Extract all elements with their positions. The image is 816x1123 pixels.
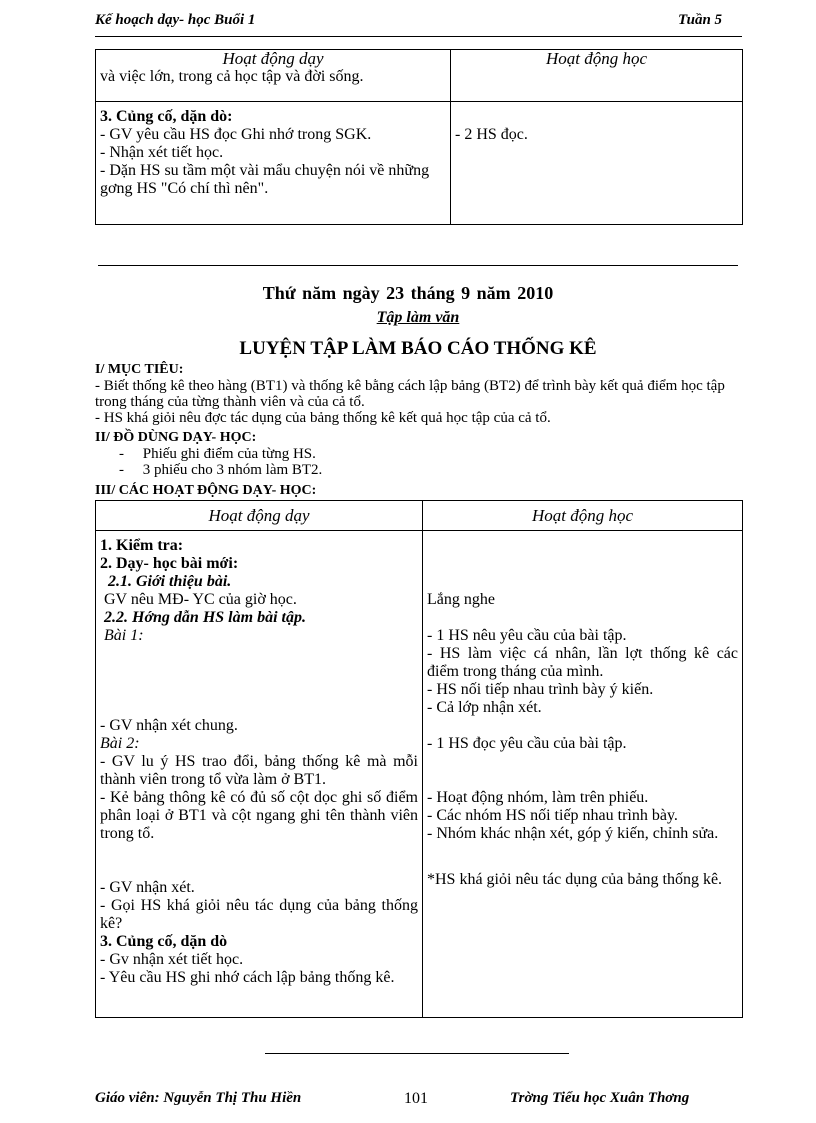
t2-cungco: 3. Củng cố, dặn dò bbox=[100, 933, 228, 950]
t2-dayhoc: 2. Dạy- học bài mới: bbox=[100, 555, 239, 572]
materials-line-1-text: Phiếu ghi điểm của từng HS. bbox=[142, 446, 316, 462]
table1-row1-text: và việc lớn, trong cả học tập và đời sống. bbox=[100, 68, 364, 85]
day-line bbox=[0, 283, 816, 304]
section-divider bbox=[98, 265, 738, 266]
table1-cungco-1: - GV yêu cầu HS đọc Ghi nhớ trong SGK. bbox=[100, 126, 372, 143]
t2-gv-neu: GV nêu MĐ- YC của giờ học. bbox=[104, 591, 297, 608]
s2-nhom-khac: - Nhóm khác nhận xét, góp ý kiến, chỉnh sửa. bbox=[427, 825, 719, 842]
t2-gv-nhanxet: - GV nhận xét. bbox=[100, 879, 195, 896]
s2-lam-viec: - HS làm việc cá nhân, lần lợt thống kê các điểm trong tháng của mình. bbox=[427, 645, 738, 680]
day-ngay-value: 23 bbox=[386, 283, 405, 303]
header-rule bbox=[95, 36, 742, 37]
table2-student-column bbox=[423, 531, 743, 1018]
t2-bai2: Bài 2: bbox=[100, 735, 140, 752]
activity-table bbox=[95, 500, 743, 1018]
day-thu: Thứ bbox=[262, 283, 296, 303]
lesson-title: LUYỆN TẬP LÀM BÁO CÁO THỐNG KÊ bbox=[239, 338, 597, 359]
table1-cungco-student bbox=[451, 102, 743, 225]
table1-cungco-cell bbox=[96, 102, 451, 225]
subject-wrap bbox=[0, 309, 816, 327]
objectives-title: I/ MỤC TIÊU: bbox=[95, 362, 184, 377]
s2-neu-yeu-cau: - 1 HS nêu yêu cầu của bài tập. bbox=[427, 627, 627, 644]
footer-teacher: Giáo viên: Nguyễn Thị Thu Hiền bbox=[95, 1090, 302, 1106]
table1-cungco-2: - Nhận xét tiết học. bbox=[100, 144, 224, 161]
objectives-line-1: - Biết thống kê theo hàng (BT1) và thống kê bằng cách lập bảng (BT2) để trình bày kết quả điểm học tập trong tháng của từng thành viên và của cả tổ. bbox=[95, 378, 725, 410]
materials-title: II/ ĐỒ DÙNG DẠY- HỌC: bbox=[95, 430, 257, 445]
materials-line-1: - Phiếu ghi điểm của từng HS. bbox=[119, 446, 316, 462]
s2-hoat-dong-nhom: - Hoạt động nhóm, làm trên phiếu. bbox=[427, 789, 649, 806]
page-header-right: Tuần 5 bbox=[678, 12, 723, 28]
table2-teacher-column bbox=[96, 531, 423, 1018]
materials-line-2-text: 3 phiếu cho 3 nhóm làm BT2. bbox=[142, 462, 323, 478]
t2-bai1: Bài 1: bbox=[104, 627, 144, 644]
day-thang: tháng bbox=[410, 283, 455, 303]
table1-cungco-3: - Dặn HS su tầm một vài mẩu chuyện nói về những gơng HS "Có chí thì nên". bbox=[100, 162, 430, 197]
day-nam: năm bbox=[476, 283, 511, 303]
table2-col-student: Hoạt động học bbox=[423, 501, 743, 531]
t2-huongdan: 2.2. Hớng dẫn HS làm bài tập. bbox=[104, 609, 306, 626]
t2-gv-nhanxet-tiet: - Gv nhận xét tiết học. bbox=[100, 951, 244, 968]
s2-cac-nhom: - Các nhóm HS nối tiếp nhau trình bày. bbox=[427, 807, 678, 824]
s2-doc-yeu-cau: - 1 HS đọc yêu cầu của bài tập. bbox=[427, 735, 627, 752]
s2-hs-kha-gioi: *HS khá giỏi nêu tác dụng của bảng thống kê. bbox=[427, 871, 723, 888]
activity-table-continued bbox=[95, 49, 743, 225]
materials-section bbox=[95, 430, 742, 478]
table1-teacher-cell bbox=[96, 50, 451, 102]
footer-school: Trờng Tiểu học Xuân Thơng bbox=[510, 1090, 690, 1106]
t2-gv-nhanxet-chung: - GV nhận xét chung. bbox=[100, 717, 238, 734]
day-nam-value: 2010 bbox=[517, 283, 554, 303]
subject-title: Tập làm văn bbox=[376, 309, 460, 326]
table1-col-teacher: Hoạt động dạy bbox=[222, 50, 324, 68]
t2-kiemtra: 1. Kiểm tra: bbox=[100, 537, 184, 554]
s2-ca-lop: - Cả lớp nhận xét. bbox=[427, 699, 542, 716]
t2-ke-bang: - Kẻ bảng thông kê có đủ số cột dọc ghi số điểm phân loại ở BT1 và cột ngang ghi tên thành viên trong tổ. bbox=[100, 789, 418, 842]
page-number: 101 bbox=[404, 1090, 428, 1107]
footer-rule bbox=[265, 1053, 569, 1054]
table1-cungco-student-text: - 2 HS đọc. bbox=[455, 126, 528, 143]
day-ngay: ngày bbox=[342, 283, 380, 303]
activities-title: III/ CÁC HOẠT ĐỘNG DẠY- HỌC: bbox=[95, 483, 317, 498]
table2-col-teacher: Hoạt động dạy bbox=[96, 501, 423, 531]
t2-gioithieu: 2.1. Giới thiệu bài. bbox=[108, 573, 232, 590]
table1-col-student: Hoạt động học bbox=[545, 50, 648, 68]
t2-gv-luu-y: - GV lu ý HS trao đổi, bảng thống kê mà mỗi thành viên trong tổ vừa làm ở BT1. bbox=[100, 753, 418, 788]
day-thang-value: 9 bbox=[461, 283, 471, 303]
objectives-section bbox=[95, 362, 742, 426]
s2-lang-nghe: Lắng nghe bbox=[427, 591, 495, 608]
day-thu-value: năm bbox=[302, 283, 337, 303]
t2-goi-hs: - Gọi HS khá giỏi nêu tác dụng của bảng thống kê? bbox=[100, 897, 418, 932]
table1-cungco-title: 3. Củng cố, dặn dò: bbox=[100, 108, 233, 125]
materials-line-2: - 3 phiếu cho 3 nhóm làm BT2. bbox=[119, 462, 323, 478]
table1-student-cell bbox=[451, 50, 743, 102]
s2-trinh-bay: - HS nối tiếp nhau trình bày ý kiến. bbox=[427, 681, 654, 698]
objectives-line-2: - HS khá giỏi nêu đợc tác dụng của bảng thống kê kết quả học tập của cả tổ. bbox=[95, 410, 551, 426]
page-header-left: Kế hoạch dạy- học Buổi 1 bbox=[95, 12, 256, 28]
t2-yeu-cau: - Yêu cầu HS ghi nhớ cách lập bảng thống kê. bbox=[100, 969, 395, 986]
